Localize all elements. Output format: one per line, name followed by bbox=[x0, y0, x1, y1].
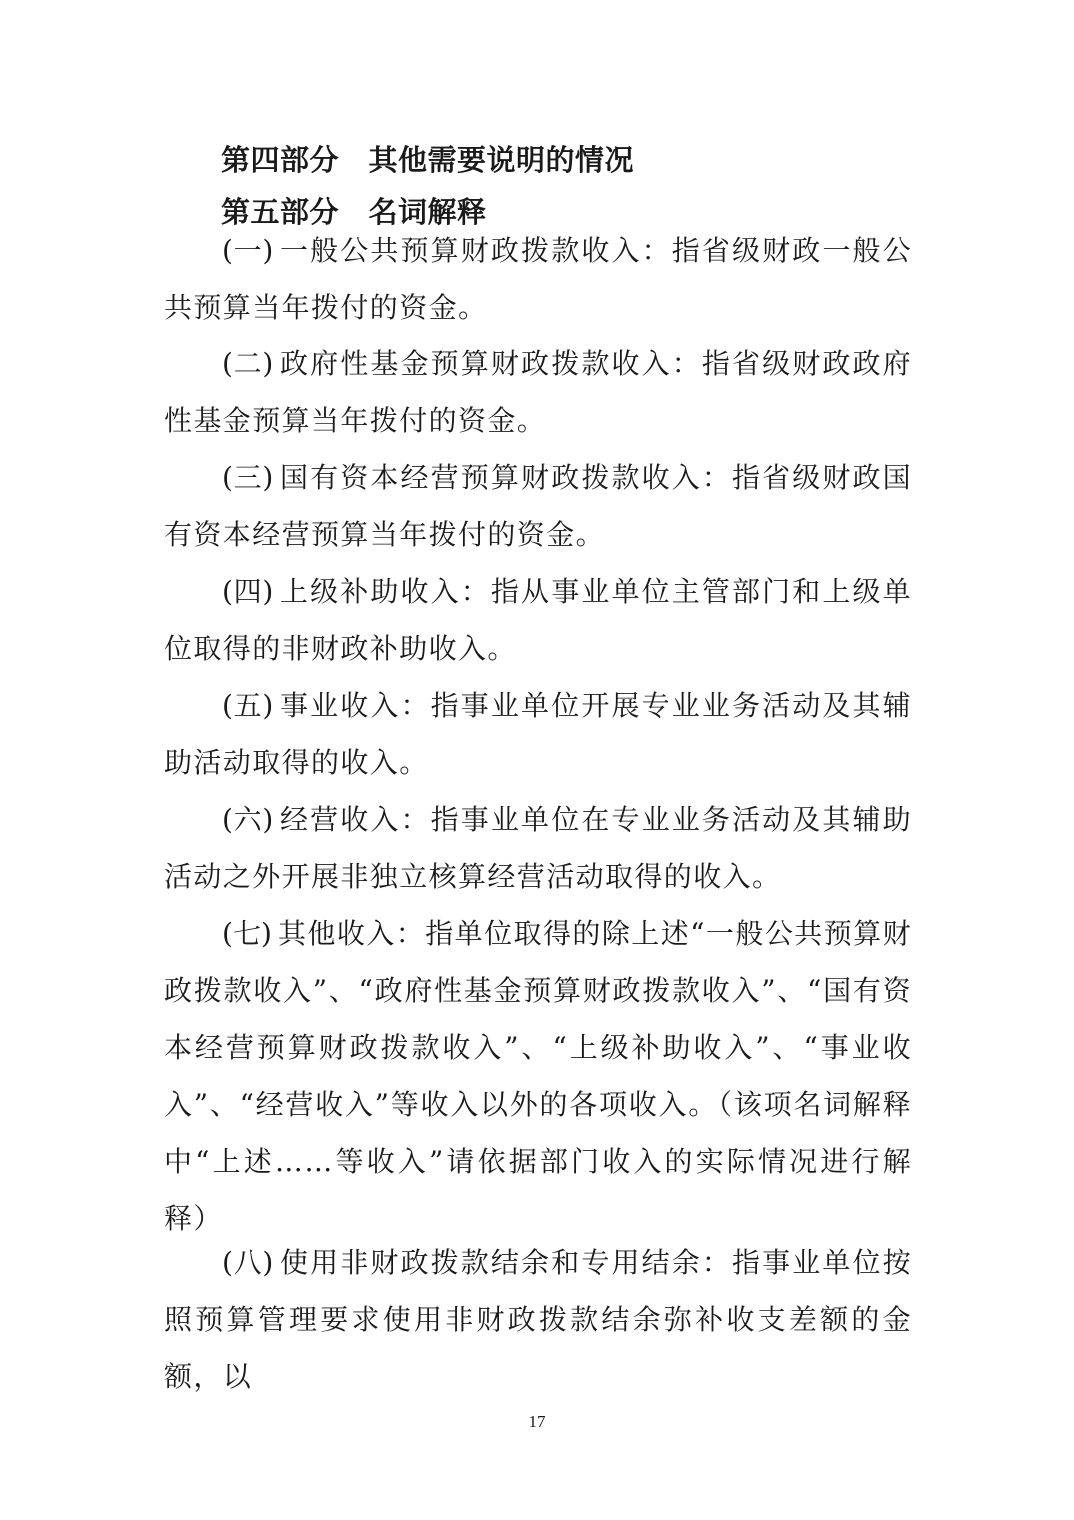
definition-text: 一般公共预算财政拨款收入：指省级财政一般公共预算当年拨付的资金。 bbox=[164, 234, 912, 324]
definition-paragraph bbox=[164, 677, 912, 791]
item-number: (三) bbox=[222, 461, 274, 494]
item-number: (八) bbox=[222, 1246, 274, 1279]
item-number: (四) bbox=[222, 575, 274, 608]
definition-paragraph bbox=[164, 1234, 912, 1405]
definition-text: 事业收入：指事业单位开展专业业务活动及其辅助活动取得的收入。 bbox=[164, 689, 912, 779]
item-number: (一) bbox=[222, 234, 274, 267]
definition-paragraph bbox=[164, 791, 912, 905]
definition-paragraph bbox=[164, 563, 912, 677]
section-heading-part-four: 第四部分 其他需要说明的情况 bbox=[221, 143, 635, 177]
item-number: (五) bbox=[222, 689, 274, 722]
definition-text: 国有资本经营预算财政拨款收入：指省级财政国有资本经营预算当年拨付的资金。 bbox=[164, 461, 912, 551]
definition-paragraph bbox=[164, 905, 912, 1247]
page-number: 17 bbox=[528, 1412, 546, 1431]
definition-text: 经营收入：指事业单位在专业业务活动及其辅助活动之外开展非独立核算经营活动取得的收入。 bbox=[164, 803, 912, 893]
definition-paragraph bbox=[164, 222, 912, 336]
definition-text: 其他收入：指单位取得的除上述“一般公共预算财政拨款收入”、“政府性基金预算财政拨款收入”、“国有资本经营预算财政拨款收入”、“上级补助收入”、“事业收入”、“经营收入”等收入以外的各项收入。（该项名词解释中“上述……等收入”请依据部门收入的实际情况进行解释） bbox=[164, 917, 912, 1235]
definition-text: 使用非财政拨款结余和专用结余：指事业单位按照预算管理要求使用非财政拨款结余弥补收支差额的金额，以 bbox=[164, 1246, 912, 1393]
item-number: (二) bbox=[222, 347, 274, 380]
section-heading-part-five: 第五部分 名词解释 bbox=[221, 195, 487, 229]
item-number: (七) bbox=[222, 917, 272, 950]
item-number: (六) bbox=[222, 803, 274, 836]
definition-paragraph bbox=[164, 335, 912, 449]
definition-paragraph bbox=[164, 449, 912, 563]
definition-text: 上级补助收入：指从事业单位主管部门和上级单位取得的非财政补助收入。 bbox=[164, 575, 912, 665]
definition-text: 政府性基金预算财政拨款收入：指省级财政政府性基金预算当年拨付的资金。 bbox=[164, 347, 912, 437]
